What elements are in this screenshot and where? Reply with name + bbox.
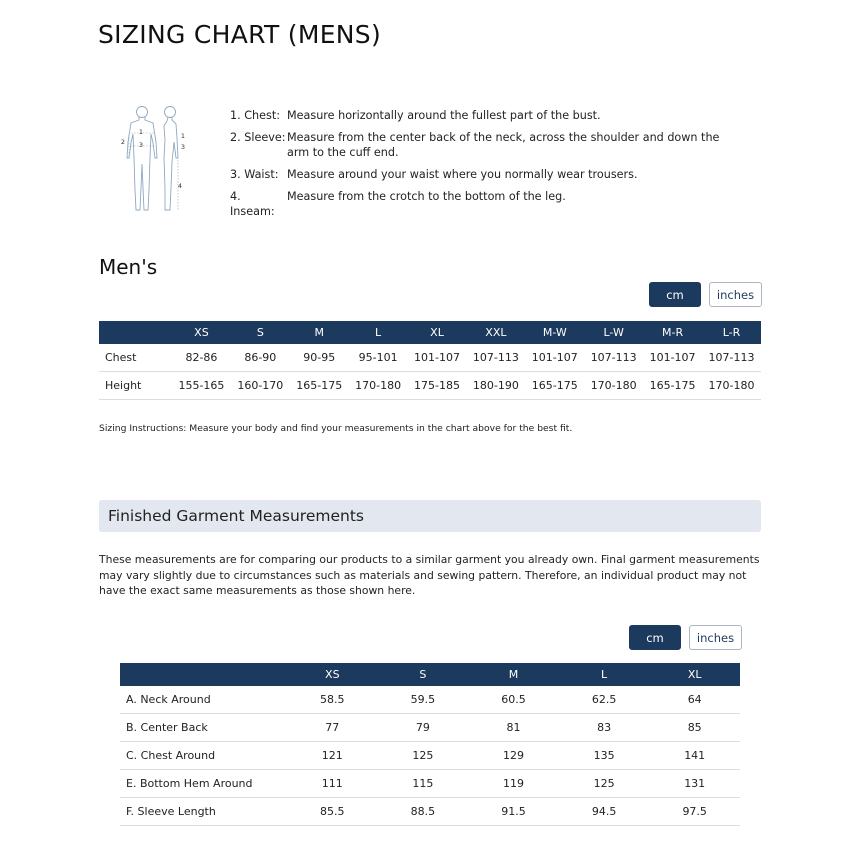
table-cell: 125 xyxy=(559,770,650,798)
instruction-label: 1. Chest: xyxy=(230,109,280,122)
table-cell: 94.5 xyxy=(559,798,650,826)
row-label: B. Center Back xyxy=(120,714,287,742)
header-cell: M xyxy=(290,321,349,344)
table-cell: 121 xyxy=(287,742,378,770)
table-row xyxy=(120,686,740,714)
page-title: SIZING CHART (MENS) xyxy=(98,20,382,49)
instruction-label: 4. Inseam: xyxy=(230,190,275,218)
instruction-inseam xyxy=(230,189,730,219)
table-cell: 88.5 xyxy=(378,798,469,826)
table-cell: 97.5 xyxy=(649,798,740,826)
mens-section-title: Men's xyxy=(99,255,158,279)
table-cell: 180-190 xyxy=(466,372,525,400)
table-row xyxy=(99,344,761,372)
header-cell: M xyxy=(468,663,559,686)
garment-unit-toggle xyxy=(629,625,742,650)
table-cell: 86-90 xyxy=(231,344,290,372)
header-cell: XL xyxy=(649,663,740,686)
table-cell: 90-95 xyxy=(290,344,349,372)
table-cell: 175-185 xyxy=(408,372,467,400)
table-cell: 95-101 xyxy=(349,344,408,372)
table-cell: 79 xyxy=(378,714,469,742)
table-row xyxy=(99,372,761,400)
table-cell: 141 xyxy=(649,742,740,770)
header-cell: XS xyxy=(172,321,231,344)
mens-unit-toggle xyxy=(649,282,762,307)
mens-size-table xyxy=(99,321,761,400)
table-row xyxy=(120,742,740,770)
table-cell: 85 xyxy=(649,714,740,742)
instruction-waist xyxy=(230,167,730,182)
table-cell: 170-180 xyxy=(702,372,761,400)
table-cell: 135 xyxy=(559,742,650,770)
table-header-row xyxy=(99,321,761,344)
measurement-instructions xyxy=(230,108,730,226)
table-cell: 131 xyxy=(649,770,740,798)
table-cell: 107-113 xyxy=(702,344,761,372)
instruction-text: Measure horizontally around the fullest part of the bust. xyxy=(287,109,601,122)
header-cell: M-W xyxy=(525,321,584,344)
figure-label-3: 3 xyxy=(138,141,144,149)
table-cell: 170-180 xyxy=(584,372,643,400)
header-cell: M-R xyxy=(643,321,702,344)
header-cell: S xyxy=(378,663,469,686)
table-cell: 155-165 xyxy=(172,372,231,400)
instruction-chest xyxy=(230,108,730,123)
inches-button[interactable]: inches xyxy=(689,625,742,650)
table-cell: 62.5 xyxy=(559,686,650,714)
table-cell: 101-107 xyxy=(525,344,584,372)
figure-label-2: 2 xyxy=(120,138,126,146)
garment-measurements-table xyxy=(120,663,740,826)
header-cell: L xyxy=(559,663,650,686)
table-header-row xyxy=(120,663,740,686)
row-label: E. Bottom Hem Around xyxy=(120,770,287,798)
table-cell: 77 xyxy=(287,714,378,742)
table-cell: 85.5 xyxy=(287,798,378,826)
header-cell: XL xyxy=(408,321,467,344)
row-label: Height xyxy=(99,372,172,400)
instruction-sleeve xyxy=(230,130,730,160)
header-cell: L-R xyxy=(702,321,761,344)
table-cell: 81 xyxy=(468,714,559,742)
header-cell: L xyxy=(349,321,408,344)
instruction-text: Measure from the crotch to the bottom of the leg. xyxy=(287,190,566,203)
instruction-label: 3. Waist: xyxy=(230,168,279,181)
table-row xyxy=(120,798,740,826)
table-cell: 165-175 xyxy=(290,372,349,400)
table-cell: 64 xyxy=(649,686,740,714)
table-cell: 83 xyxy=(559,714,650,742)
table-cell: 160-170 xyxy=(231,372,290,400)
header-cell: XS xyxy=(287,663,378,686)
table-cell: 165-175 xyxy=(525,372,584,400)
row-label: A. Neck Around xyxy=(120,686,287,714)
table-cell: 58.5 xyxy=(287,686,378,714)
header-cell xyxy=(120,663,287,686)
row-label: C. Chest Around xyxy=(120,742,287,770)
side-label-1: 1 xyxy=(180,132,186,140)
measurement-figure xyxy=(114,100,194,218)
garment-description: These measurements are for comparing our products to a similar garment you already own. Final garment measurements may vary slightly due to circumstances such as materials and sewing pattern. Therefore, an individual product may not have the exact same measurements as those shown here. xyxy=(99,553,760,597)
row-label: F. Sleeve Length xyxy=(120,798,287,826)
table-row xyxy=(120,714,740,742)
inches-button[interactable]: inches xyxy=(709,282,762,307)
table-cell: 111 xyxy=(287,770,378,798)
side-label-3: 3 xyxy=(180,143,186,151)
row-label: Chest xyxy=(99,344,172,372)
table-cell: 115 xyxy=(378,770,469,798)
table-cell: 125 xyxy=(378,742,469,770)
instruction-text: Measure from the center back of the neck, across the shoulder and down the arm to the cuff end. xyxy=(287,131,720,159)
table-cell: 60.5 xyxy=(468,686,559,714)
table-cell: 119 xyxy=(468,770,559,798)
cm-button[interactable]: cm xyxy=(629,625,681,650)
header-cell: XXL xyxy=(466,321,525,344)
header-cell: L-W xyxy=(584,321,643,344)
sizing-instructions-note: Sizing Instructions: Measure your body and find your measurements in the chart above for the best fit. xyxy=(99,423,573,434)
instruction-text: Measure around your waist where you normally wear trousers. xyxy=(287,168,638,181)
table-cell: 101-107 xyxy=(643,344,702,372)
cm-button[interactable]: cm xyxy=(649,282,701,307)
table-cell: 101-107 xyxy=(408,344,467,372)
table-cell: 129 xyxy=(468,742,559,770)
table-cell: 165-175 xyxy=(643,372,702,400)
table-cell: 82-86 xyxy=(172,344,231,372)
garment-section-banner: Finished Garment Measurements xyxy=(99,500,761,532)
table-cell: 91.5 xyxy=(468,798,559,826)
figure-label-1: 1 xyxy=(138,128,144,136)
table-cell: 170-180 xyxy=(349,372,408,400)
figure-label-4: 4 xyxy=(177,182,183,190)
table-cell: 107-113 xyxy=(466,344,525,372)
header-cell: S xyxy=(231,321,290,344)
table-row xyxy=(120,770,740,798)
header-cell xyxy=(99,321,172,344)
instruction-label: 2. Sleeve: xyxy=(230,131,286,144)
table-cell: 107-113 xyxy=(584,344,643,372)
table-cell: 59.5 xyxy=(378,686,469,714)
